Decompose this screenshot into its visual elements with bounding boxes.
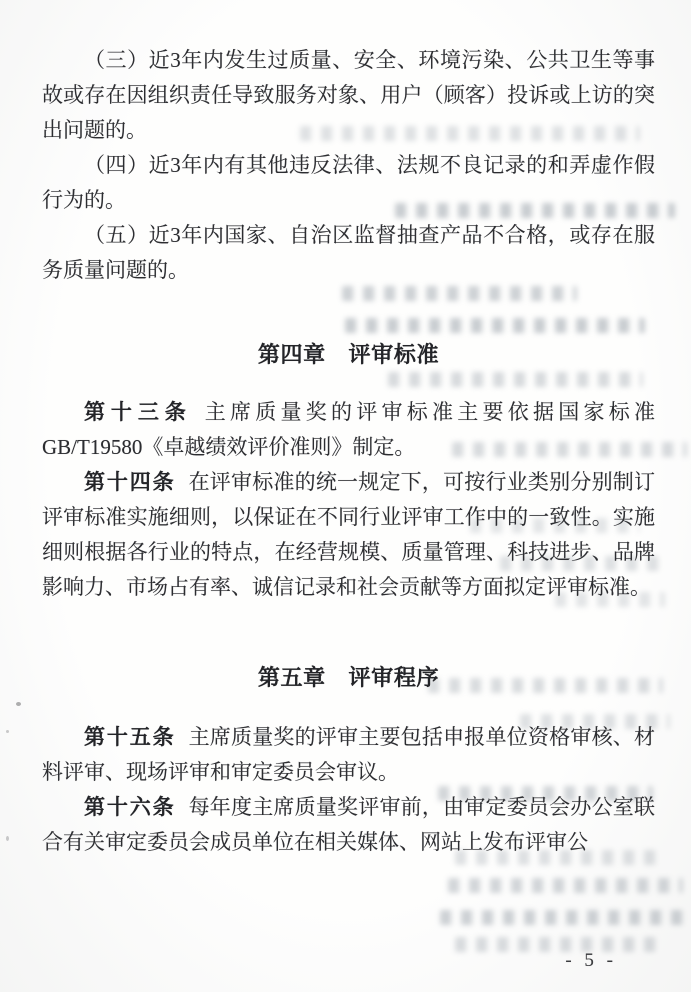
bleed-through-artifact bbox=[448, 878, 683, 893]
page-number: - 5 - bbox=[565, 950, 617, 971]
article-paragraph-15 bbox=[42, 720, 655, 790]
clause-paragraph: （四）近3年内有其他违反法律、法规不良记录的和弄虚作假行为的。 bbox=[42, 153, 655, 212]
clause-paragraph: （三）近3年内发生过质量、安全、环境污染、公共卫生等事故或存在因组织责任导致服务对象、用户（顾客）投诉或上访的突出问题的。 bbox=[42, 48, 655, 142]
article-number: 第十六条 bbox=[84, 795, 176, 819]
article-paragraph-16 bbox=[42, 790, 655, 860]
article-paragraph-14 bbox=[42, 465, 655, 605]
article-text: 主席质量奖的评审标准主要依据国家标准GB/T19580《卓越绩效评价准则》制定。 bbox=[42, 400, 655, 459]
clause-paragraph: （五）近3年内国家、自治区监督抽查产品不合格，或存在服务质量问题的。 bbox=[42, 223, 655, 282]
article-number: 第十五条 bbox=[84, 725, 176, 749]
article-text: 每年度主席质量奖评审前，由审定委员会办公室联合有关审定委员会成员单位在相关媒体、网站上发布评审公 bbox=[42, 795, 655, 854]
article-paragraph-13 bbox=[42, 395, 655, 465]
bleed-through-artifact bbox=[455, 937, 660, 952]
article-text: 主席质量奖的评审主要包括申报单位资格审核、材料评审、现场评审和审定委员会审议。 bbox=[42, 725, 655, 784]
bleed-through-artifact bbox=[440, 910, 685, 925]
article-number: 第十三条 bbox=[84, 400, 192, 424]
chapter-heading-5: 第五章 评审程序 bbox=[257, 665, 440, 690]
chapter-heading-4: 第四章 评审标准 bbox=[257, 342, 440, 367]
article-text: 在评审标准的统一规定下，可按行业类别分别制订评审标准实施细则，以保证在不同行业评审工作中的一致性。实施细则根据各行业的特点，在经营规模、质量管理、科技进步、品牌影响力、市场占有率、诚信记录和社会贡献等方面拟定评审标准。 bbox=[42, 470, 655, 599]
article-number: 第十四条 bbox=[84, 470, 176, 494]
